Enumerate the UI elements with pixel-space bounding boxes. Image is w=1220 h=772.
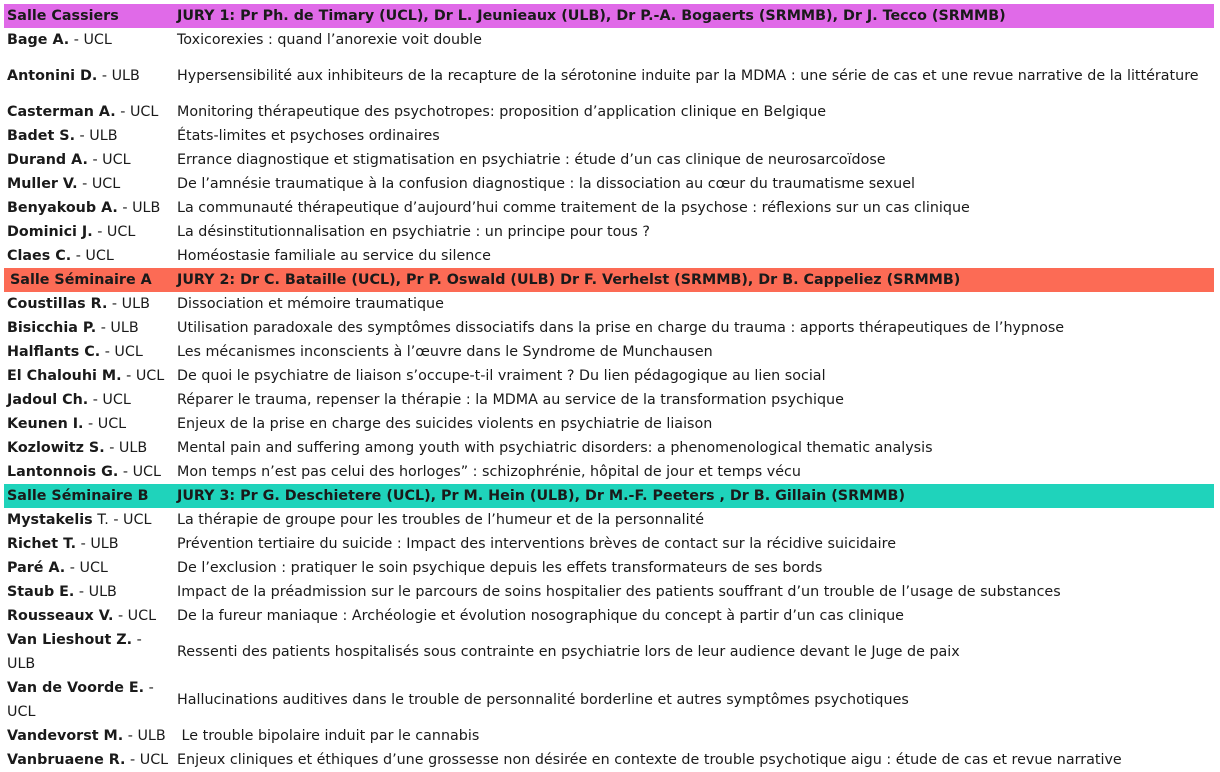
talk-title: Le trouble bipolaire induit par le cannabis <box>177 728 480 744</box>
author-surname: Halflants C. <box>7 344 101 360</box>
author-affiliation: - UCL <box>7 680 154 720</box>
author-surname: El Chalouhi M. <box>7 368 122 384</box>
talk-title: Réparer le trauma, repenser la thérapie : la MDMA au service de la transformation psychique <box>177 392 844 408</box>
author-affiliation: - UCL <box>87 152 131 168</box>
author-surname: Benyakoub A. <box>7 200 118 216</box>
author-surname: Badet S. <box>7 128 76 144</box>
table-row <box>4 532 1214 556</box>
author-affiliation: T. - UCL <box>92 512 152 528</box>
author-affiliation: - ULB <box>7 632 142 672</box>
author-affiliation: - UCL <box>121 368 165 384</box>
session-header-1 <box>4 4 1214 28</box>
author-surname: Bisicchia P. <box>7 320 97 336</box>
author-surname: Antonini D. <box>7 68 98 84</box>
jury-line: JURY 3: Pr G. Deschietere (UCL), Pr M. Hein (ULB), Dr M.-F. Peeters , Dr B. Gillain (SRMMB) <box>177 488 905 504</box>
table-row <box>4 628 1214 676</box>
author-affiliation: - UCL <box>71 248 114 264</box>
author-surname: Claes C. <box>7 248 72 264</box>
author-surname: Bage A. <box>7 32 70 48</box>
table-row <box>4 340 1214 364</box>
author-surname: Jadoul Ch. <box>7 392 89 408</box>
table-row <box>4 676 1214 724</box>
author-affiliation: - ULB <box>74 584 117 600</box>
author-affiliation: - ULB <box>76 536 119 552</box>
schedule-table <box>4 4 1214 772</box>
author-surname: Keunen I. <box>7 416 84 432</box>
author-surname: Vanbruaene R. <box>7 752 126 768</box>
author-surname: Rousseaux V. <box>7 608 114 624</box>
author-affiliation: - ULB <box>107 296 150 312</box>
author-affiliation: - ULB <box>75 128 118 144</box>
talk-title: Enjeux cliniques et éthiques d’une grossesse non désirée en contexte de trouble psychotique aigu : étude de cas et revue narrative <box>177 752 1122 768</box>
room-name: Salle Séminaire B <box>7 488 149 504</box>
author-surname: Muller V. <box>7 176 78 192</box>
session-header-2 <box>4 268 1214 292</box>
author-affiliation: - UCL <box>125 752 169 768</box>
author-surname: Coustillas R. <box>7 296 108 312</box>
author-surname: Lantonnois G. <box>7 464 119 480</box>
author-surname: Dominici J. <box>7 224 93 240</box>
author-surname: Casterman A. <box>7 104 116 120</box>
author-affiliation: - ULB <box>123 728 166 744</box>
talk-title: États-limites et psychoses ordinaires <box>177 128 440 144</box>
table-row <box>4 100 1214 124</box>
table-row <box>4 124 1214 148</box>
talk-title: Mental pain and suffering among youth with psychiatric disorders: a phenomenological thematic analysis <box>177 440 933 456</box>
session-header-3 <box>4 484 1214 508</box>
talk-title: De l’exclusion : pratiquer le soin psychique depuis les effets transformateurs de ses bords <box>177 560 823 576</box>
author-surname: Van de Voorde E. <box>7 680 145 696</box>
talk-title: Hypersensibilité aux inhibiteurs de la recapture de la sérotonine induite par la MDMA : une série de cas et une revue narrative de la littérature <box>177 68 1199 84</box>
author-affiliation: - ULB <box>97 68 140 84</box>
table-row <box>4 748 1214 772</box>
table-row <box>4 316 1214 340</box>
author-affiliation: - ULB <box>96 320 139 336</box>
author-affiliation: - UCL <box>118 464 161 480</box>
talk-title: Homéostasie familiale au service du silence <box>177 248 491 264</box>
talk-title: Les mécanismes inconscients à l’œuvre dans le Syndrome de Munchausen <box>177 344 713 360</box>
author-surname: Durand A. <box>7 152 88 168</box>
talk-title: La désinstitutionnalisation en psychiatrie : un principe pour tous ? <box>177 224 651 240</box>
author-affiliation: - UCL <box>88 392 131 408</box>
talk-title: Hallucinations auditives dans le trouble de personnalité borderline et autres symptômes psychotiques <box>177 692 909 708</box>
room-name: Salle Séminaire A <box>10 272 152 288</box>
author-affiliation: - UCL <box>100 344 143 360</box>
table-row <box>4 220 1214 244</box>
jury-line: JURY 1: Pr Ph. de Timary (UCL), Dr L. Jeunieaux (ULB), Dr P.-A. Bogaerts (SRMMB), Dr J. Tecco (SRMMB) <box>177 8 1006 24</box>
author-affiliation: - UCL <box>113 608 157 624</box>
table-row <box>4 196 1214 220</box>
table-row <box>4 436 1214 460</box>
table-row <box>4 292 1214 316</box>
talk-title: De la fureur maniaque : Archéologie et évolution nosographique du concept à partir d’un cas clinique <box>177 608 904 624</box>
talk-title: Impact de la préadmission sur le parcours de soins hospitalier des patients souffrant d’un trouble de l’usage de substances <box>177 584 1061 600</box>
table-row <box>4 556 1214 580</box>
jury-line: JURY 2: Dr C. Bataille (UCL), Pr P. Oswald (ULB) Dr F. Verhelst (SRMMB), Dr B. Cappeliez (SRMMB) <box>177 272 961 288</box>
author-surname: Van Lieshout Z. <box>7 632 133 648</box>
talk-title: Utilisation paradoxale des symptômes dissociatifs dans la prise en charge du trauma : apports thérapeutiques de l’hypnose <box>177 320 1065 336</box>
table-row <box>4 244 1214 268</box>
author-affiliation: - UCL <box>77 176 121 192</box>
table-row <box>4 412 1214 436</box>
author-affiliation: - UCL <box>83 416 127 432</box>
author-surname: Staub E. <box>7 584 75 600</box>
author-surname: Vandevorst M. <box>7 728 124 744</box>
author-surname: Mystakelis <box>7 512 93 528</box>
talk-title: Dissociation et mémoire traumatique <box>177 296 444 312</box>
talk-title: De l’amnésie traumatique à la confusion diagnostique : la dissociation au cœur du traumatisme sexuel <box>177 176 915 192</box>
author-surname: Richet T. <box>7 536 77 552</box>
talk-title: Ressenti des patients hospitalisés sous contrainte en psychiatrie lors de leur audience devant le Juge de paix <box>177 644 960 660</box>
author-affiliation: - UCL <box>115 104 159 120</box>
table-row <box>4 364 1214 388</box>
table-row <box>4 172 1214 196</box>
table-row <box>4 148 1214 172</box>
author-surname: Kozlowitz S. <box>7 440 105 456</box>
talk-title: Enjeux de la prise en charge des suicides violents en psychiatrie de liaison <box>177 416 713 432</box>
author-affiliation: - ULB <box>104 440 148 456</box>
talk-title: Mon temps n’est pas celui des horloges” : schizophrénie, hôpital de jour et temps vécu <box>177 464 801 480</box>
table-row <box>4 28 1214 52</box>
table-row <box>4 52 1214 100</box>
author-affiliation: - UCL <box>69 32 112 48</box>
talk-title: La communauté thérapeutique d’aujourd’hui comme traitement de la psychose : réflexions sur un cas clinique <box>177 200 970 216</box>
talk-title: De quoi le psychiatre de liaison s’occupe-t-il vraiment ? Du lien pédagogique au lien social <box>177 368 826 384</box>
author-affiliation: - ULB <box>117 200 161 216</box>
talk-title: Prévention tertiaire du suicide : Impact des interventions brèves de contact sur la récidive suicidaire <box>177 536 896 552</box>
author-affiliation: - UCL <box>65 560 108 576</box>
table-row <box>4 460 1214 484</box>
table-row <box>4 604 1214 628</box>
author-affiliation: - UCL <box>92 224 136 240</box>
talk-title: Toxicorexies : quand l’anorexie voit double <box>177 32 482 48</box>
room-name: Salle Cassiers <box>7 8 119 24</box>
table-row <box>4 388 1214 412</box>
table-row <box>4 508 1214 532</box>
author-surname: Paré A. <box>7 560 66 576</box>
table-row <box>4 580 1214 604</box>
talk-title: La thérapie de groupe pour les troubles de l’humeur et de la personnalité <box>177 512 704 528</box>
talk-title: Monitoring thérapeutique des psychotropes: proposition d’application clinique en Belgique <box>177 104 827 120</box>
table-row <box>4 724 1214 748</box>
talk-title: Errance diagnostique et stigmatisation en psychiatrie : étude d’un cas clinique de neurosarcoïdose <box>177 152 886 168</box>
